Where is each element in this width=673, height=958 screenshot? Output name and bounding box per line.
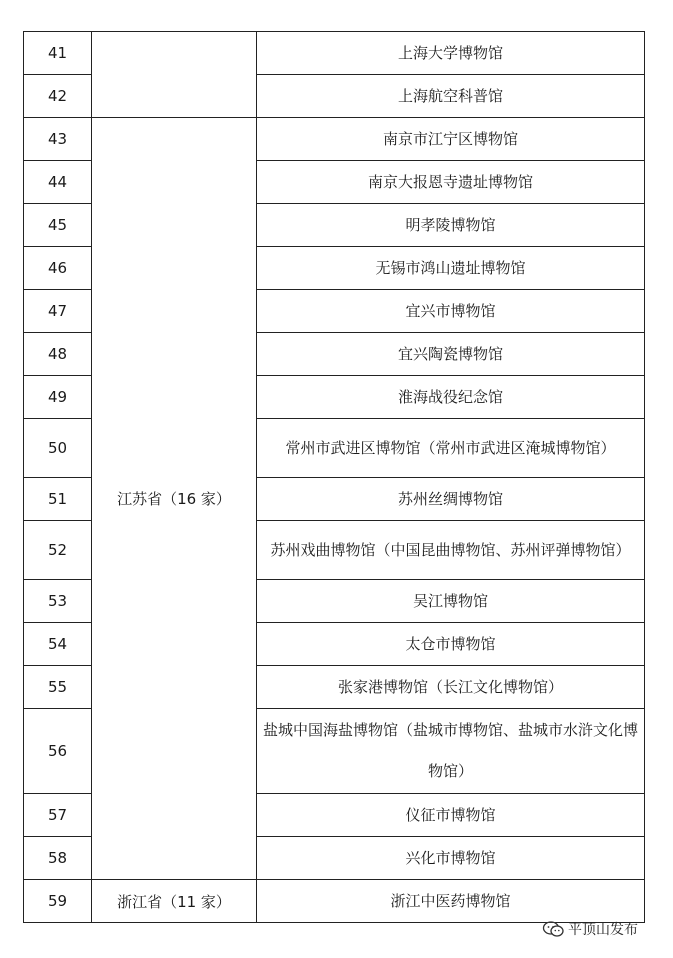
museum-name: 上海航空科普馆 xyxy=(257,75,645,118)
table-row xyxy=(24,32,645,75)
watermark xyxy=(542,918,662,940)
row-number: 51 xyxy=(24,478,92,521)
row-number: 42 xyxy=(24,75,92,118)
museum-name: 张家港博物馆（长江文化博物馆） xyxy=(257,666,645,709)
museum-name: 兴化市博物馆 xyxy=(257,837,645,880)
table-row xyxy=(24,880,645,923)
table-row xyxy=(24,118,645,161)
museum-name: 上海大学博物馆 xyxy=(257,32,645,75)
province-cell-jiangsu: 江苏省（16 家） xyxy=(92,118,257,880)
museum-name: 太仓市博物馆 xyxy=(257,623,645,666)
museum-table xyxy=(23,31,645,923)
museum-name: 宜兴市博物馆 xyxy=(257,290,645,333)
museum-name: 南京市江宁区博物馆 xyxy=(257,118,645,161)
row-number: 58 xyxy=(24,837,92,880)
museum-name: 宜兴陶瓷博物馆 xyxy=(257,333,645,376)
row-number: 44 xyxy=(24,161,92,204)
museum-name: 仪征市博物馆 xyxy=(257,794,645,837)
museum-name: 苏州戏曲博物馆（中国昆曲博物馆、苏州评弹博物馆） xyxy=(257,521,645,580)
wechat-bubble-icon xyxy=(542,920,564,938)
museum-name: 浙江中医药博物馆 xyxy=(257,880,645,923)
row-number: 49 xyxy=(24,376,92,419)
row-number: 52 xyxy=(24,521,92,580)
row-number: 55 xyxy=(24,666,92,709)
row-number: 41 xyxy=(24,32,92,75)
museum-name: 无锡市鸿山遗址博物馆 xyxy=(257,247,645,290)
museum-name: 吴江博物馆 xyxy=(257,580,645,623)
row-number: 57 xyxy=(24,794,92,837)
museum-name: 南京大报恩寺遗址博物馆 xyxy=(257,161,645,204)
museum-name: 盐城中国海盐博物馆（盐城市博物馆、盐城市水浒文化博物馆） xyxy=(257,709,645,794)
row-number: 50 xyxy=(24,419,92,478)
row-number: 43 xyxy=(24,118,92,161)
row-number: 48 xyxy=(24,333,92,376)
museum-name: 苏州丝绸博物馆 xyxy=(257,478,645,521)
province-cell-zhejiang: 浙江省（11 家） xyxy=(92,880,257,923)
row-number: 59 xyxy=(24,880,92,923)
row-number: 53 xyxy=(24,580,92,623)
watermark-text: 平顶山发布 xyxy=(568,922,638,938)
row-number: 45 xyxy=(24,204,92,247)
museum-name: 明孝陵博物馆 xyxy=(257,204,645,247)
province-cell-shanghai xyxy=(92,32,257,118)
museum-name: 常州市武进区博物馆（常州市武进区淹城博物馆） xyxy=(257,419,645,478)
row-number: 47 xyxy=(24,290,92,333)
row-number: 56 xyxy=(24,709,92,794)
row-number: 54 xyxy=(24,623,92,666)
row-number: 46 xyxy=(24,247,92,290)
museum-name: 淮海战役纪念馆 xyxy=(257,376,645,419)
